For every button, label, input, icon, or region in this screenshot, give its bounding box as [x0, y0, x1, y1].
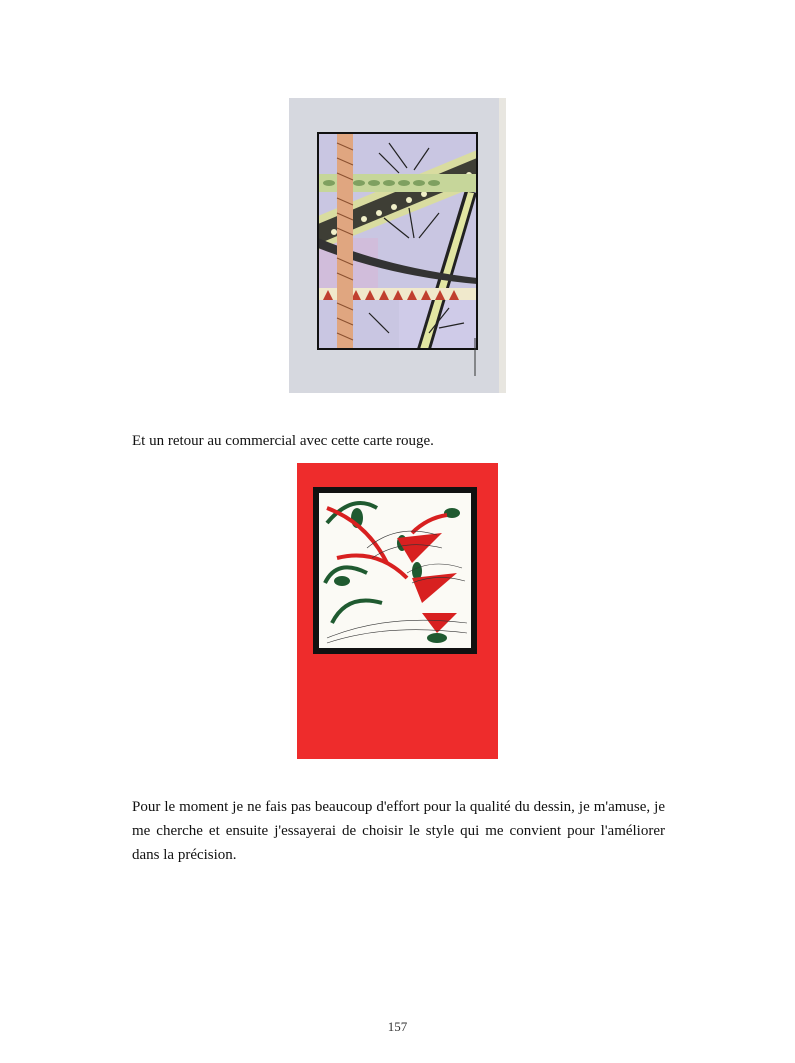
zentangle-drawing-icon — [289, 98, 506, 393]
body-paragraph: Pour le moment je ne fais pas beaucoup d'effort pour la qualité du dessin, je m'amuse, je me cherche et ensuite j'essayerai de choisir le style qui me convient pour l'améliorer dans la précision. — [132, 799, 665, 863]
page-number: 157 — [387, 1019, 408, 1034]
red-card-drawing-icon — [297, 463, 498, 759]
caption: Et un retour au commercial avec cette carte rouge. — [132, 433, 434, 449]
